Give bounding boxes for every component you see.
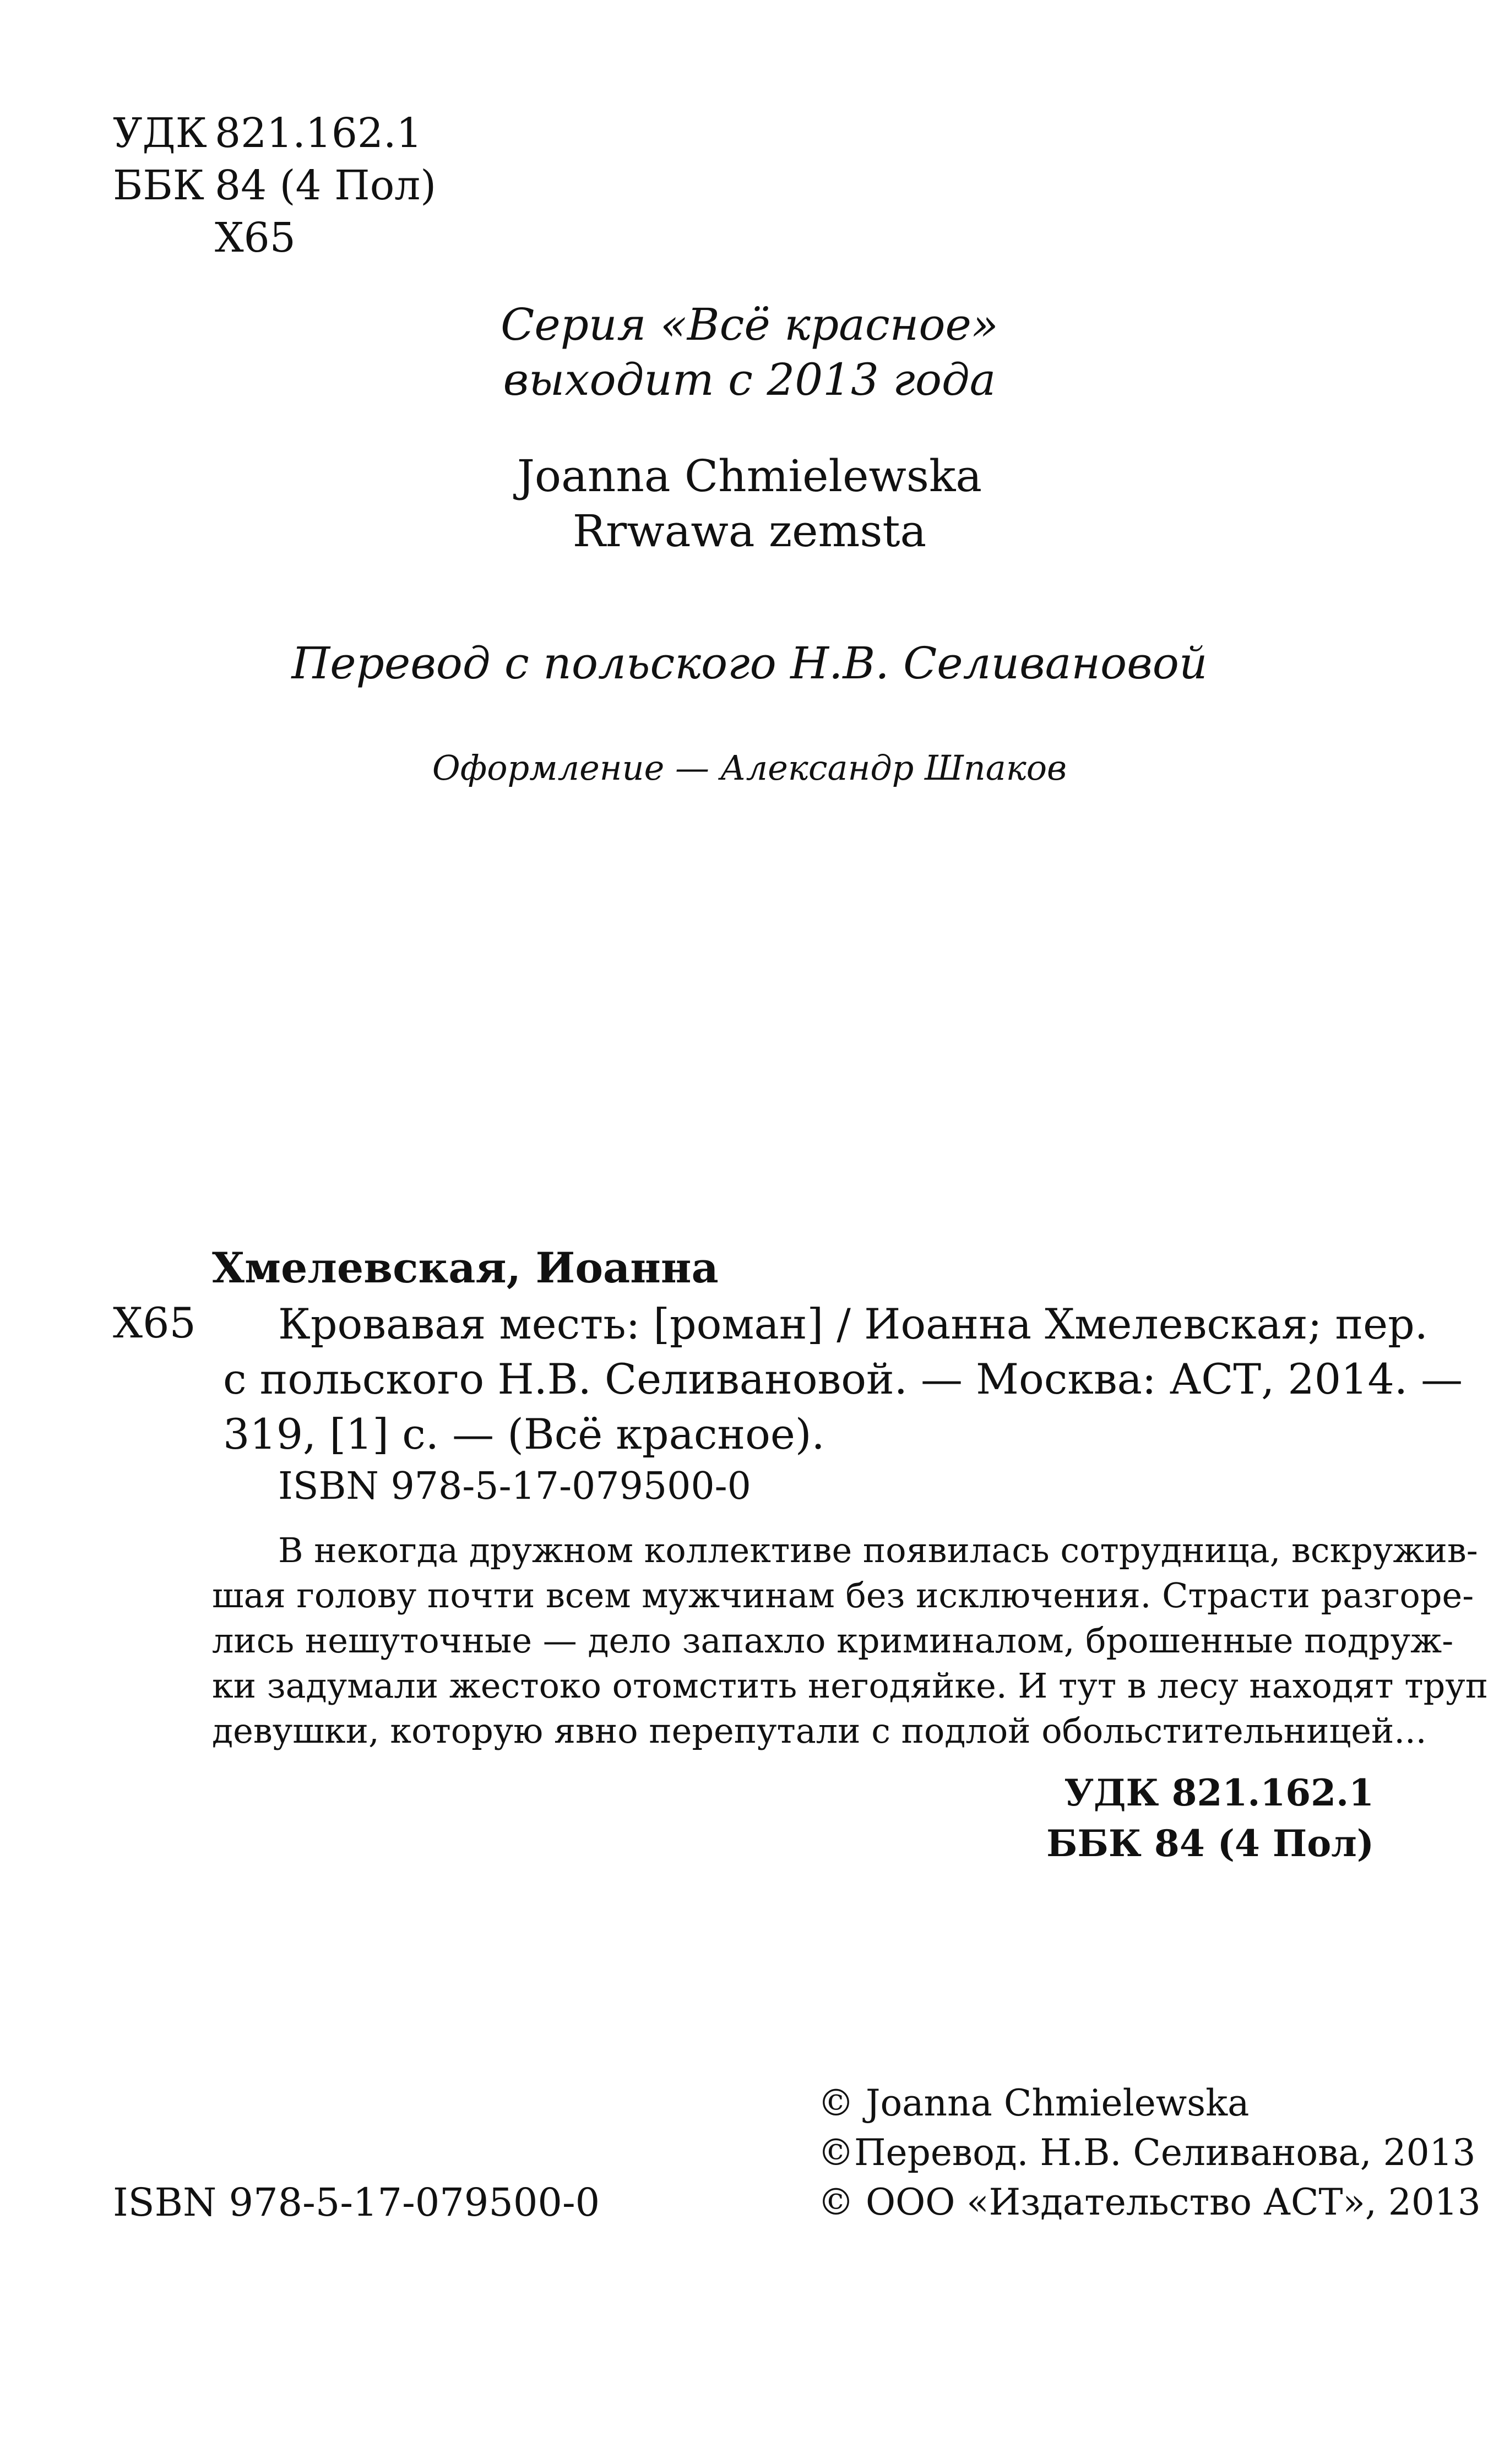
udk-row bbox=[113, 107, 436, 160]
catalog-description bbox=[223, 1297, 1463, 1462]
bottom-udk: УДК 821.162.1 bbox=[1064, 1771, 1374, 1814]
catalog-author-mark: Х65 bbox=[113, 1298, 196, 1347]
bbk-label: ББК bbox=[113, 162, 205, 209]
copyright-line: ©Перевод. Н.В. Селиванова, 2013 bbox=[818, 2131, 1476, 2174]
annotation-line: лись нешуточные — дело запахло криминалом, брошенные подруж- bbox=[212, 1620, 1454, 1661]
catalog-description-line: с польского Н.В. Селивановой. — Москва: АСТ, 2014. — bbox=[223, 1355, 1463, 1404]
catalog-isbn: ISBN 978-5-17-079500-0 bbox=[278, 1465, 751, 1508]
udk-label: УДК bbox=[113, 110, 207, 157]
bottom-classification-codes bbox=[1046, 1767, 1374, 1869]
copyright-line: © Joanna Chmielewska bbox=[818, 2082, 1250, 2124]
udk-value: 821.162.1 bbox=[215, 110, 422, 157]
annotation-line: В некогда дружном коллективе появилась сотрудница, вскружив- bbox=[278, 1530, 1478, 1570]
copyright-line: © ООО «Издательство АСТ», 2013 bbox=[818, 2181, 1481, 2223]
author-mark: Х65 bbox=[215, 214, 296, 262]
catalog-description-line: Кровавая месть: [роман] / Иоанна Хмелевская; пер. bbox=[278, 1299, 1428, 1348]
original-title: Rrwawa zemsta bbox=[572, 505, 927, 557]
bbk-value: 84 (4 Пол) bbox=[215, 162, 437, 209]
annotation-line: девушки, которую явно перепутали с подлой обольстительницей... bbox=[212, 1711, 1427, 1751]
copyright-notices bbox=[818, 2079, 1481, 2227]
design-credit: Оформление — Александр Шпаков bbox=[432, 748, 1067, 788]
author-mark-row bbox=[113, 212, 436, 264]
series-line-1: Серия «Всё красное» bbox=[501, 299, 998, 350]
catalog-author-heading: Хмелевская, Иоанна bbox=[212, 1243, 719, 1292]
annotation bbox=[212, 1528, 1489, 1754]
original-edition bbox=[0, 449, 1499, 559]
isbn-bottom: ISBN 978-5-17-079500-0 bbox=[113, 2180, 600, 2225]
annotation-line: ки задумали жестоко отомстить негодяйке. И тут в лесу находят труп bbox=[212, 1666, 1489, 1706]
translator-credit: Перевод с польского Н.В. Селивановой bbox=[291, 638, 1208, 689]
annotation-line: шая голову почти всем мужчинам без исключения. Страсти разгоре- bbox=[212, 1575, 1474, 1616]
series-line-2: выходит с 2013 года bbox=[503, 354, 996, 405]
bbk-row bbox=[113, 160, 436, 212]
bottom-bbk: ББК 84 (4 Пол) bbox=[1046, 1822, 1374, 1865]
catalog-description-line: 319, [1] с. — (Всё красное). bbox=[223, 1410, 825, 1459]
series-note bbox=[0, 297, 1499, 407]
original-author: Joanna Chmielewska bbox=[517, 450, 982, 502]
classification-codes bbox=[113, 107, 436, 264]
